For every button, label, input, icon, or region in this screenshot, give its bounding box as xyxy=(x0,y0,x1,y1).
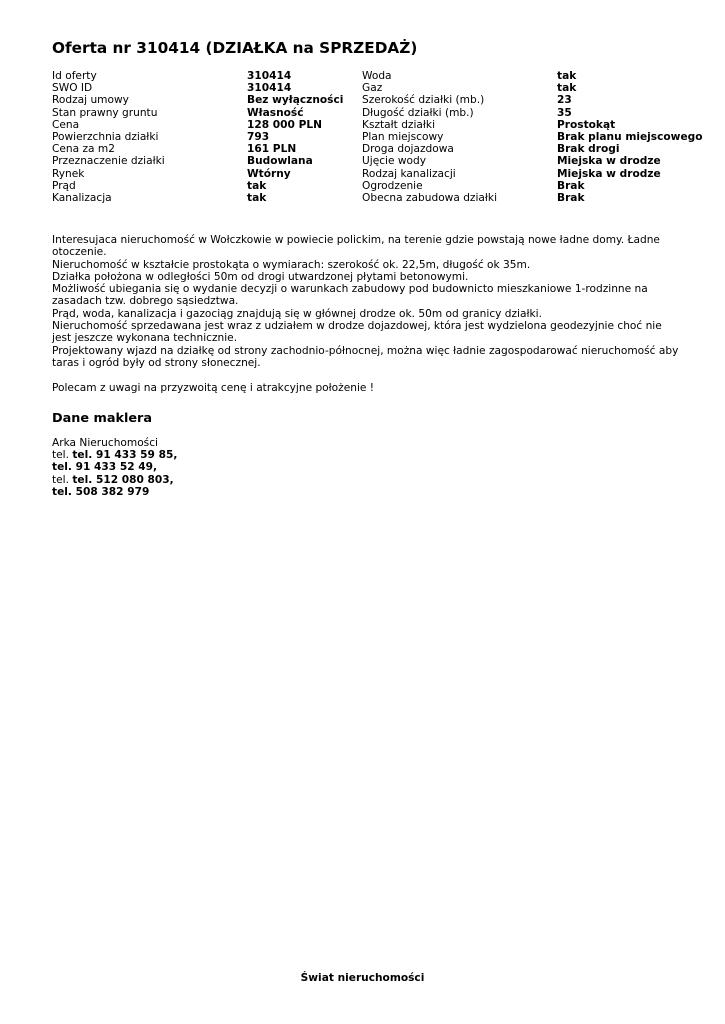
broker-heading: Dane maklera xyxy=(52,410,152,426)
property-value: Własność xyxy=(247,106,304,119)
broker-phone: tel. 512 080 803, xyxy=(72,473,174,486)
property-value: Brak xyxy=(557,179,585,192)
property-value: tak xyxy=(247,179,267,192)
property-label: Kształt działki xyxy=(362,118,436,131)
property-value: 23 xyxy=(557,94,572,107)
property-value: 310414 xyxy=(247,70,292,82)
description-line: Działka położona w odległości 50m od drogi utwardzonej płytami betonowymi. xyxy=(52,270,469,283)
property-value: Brak drogi xyxy=(557,143,620,156)
page-footer: Świat nieruchomości xyxy=(300,972,425,984)
property-label: Rodzaj umowy xyxy=(52,94,129,107)
property-value: Prostokąt xyxy=(557,118,616,131)
property-value: Brak xyxy=(557,191,585,204)
property-label: Kanalizacja xyxy=(52,191,112,204)
broker-phone: tel. 91 433 59 85, xyxy=(72,449,178,462)
property-value: Brak planu miejscowego xyxy=(557,130,703,143)
offer-page xyxy=(52,38,703,499)
property-label: Powierzchnia działki xyxy=(52,130,159,143)
property-label: Rynek xyxy=(52,167,85,180)
property-label: Długość działki (mb.) xyxy=(362,106,474,119)
property-label: Cena xyxy=(52,118,80,131)
property-value: Wtórny xyxy=(247,167,291,180)
property-table xyxy=(52,70,703,204)
property-value: tak xyxy=(247,191,267,204)
property-label: Id oferty xyxy=(52,70,97,82)
property-label: SWO ID xyxy=(52,82,93,95)
description-line: Prąd, woda, kanalizacja i gazociąg znajdują się w głównej drodze ok. 50m od granicy działki. xyxy=(52,307,542,320)
property-value: 161 PLN xyxy=(247,143,297,156)
left-values-column xyxy=(247,70,343,204)
description-line: Interesujaca nieruchomość w Wołczkowie w powiecie polickim, na terenie gdzie powstają nowe ładne domy. Ładne otoczenie. xyxy=(52,234,660,259)
right-values-column xyxy=(557,70,703,204)
property-label: Szerokość działki (mb.) xyxy=(362,94,485,107)
tel-prefix: tel. xyxy=(52,473,69,486)
property-value: 128 000 PLN xyxy=(247,118,322,131)
property-label: Przeznaczenie działki xyxy=(52,155,165,168)
property-label: Rodzaj kanalizacji xyxy=(362,167,456,180)
property-label: Stan prawny gruntu xyxy=(52,106,158,119)
property-label: Gaz xyxy=(362,82,383,95)
property-value: tak xyxy=(557,82,577,95)
closing-line: Polecam z uwagi na przyzwoitą cenę i atrakcyjne położenie ! xyxy=(52,381,375,394)
description-line: Projektowany wjazd na działkę od strony zachodnio-północnej, można więc ładnie zagospodarować nieruchomość aby taras i ogród były od strony słonecznej. xyxy=(52,344,679,369)
description-line: Nieruchomość sprzedawana jest wraz z udziałem w drodze dojazdowej, która jest wydzielona geodezyjnie choć nie jest jeszcze wykonana technicznie. xyxy=(52,320,662,345)
broker-phone: tel. 91 433 52 49, xyxy=(52,461,158,474)
property-label: Plan miejscowy xyxy=(362,130,444,143)
property-label: Cena za m2 xyxy=(52,143,115,156)
offer-title: Oferta nr 310414 (DZIAŁKA na SPRZEDAŻ) xyxy=(52,39,418,57)
broker-name: Arka Nieruchomości xyxy=(52,436,158,449)
left-labels-column xyxy=(52,70,165,204)
property-value: tak xyxy=(557,70,577,82)
property-label: Woda xyxy=(362,70,392,82)
tel-prefix: tel. xyxy=(52,449,69,462)
broker-details xyxy=(52,437,692,498)
description-line: Możliwość ubiegania się o wydanie decyzji o warunkach zabudowy pod budownicto mieszkaniowe 1-rodzinne na zasadach tzw. dobrego sąsiedztwa. xyxy=(52,283,648,308)
property-value: Budowlana xyxy=(247,155,313,168)
property-value: Bez wyłączności xyxy=(247,94,344,107)
property-label: Droga dojazdowa xyxy=(362,143,454,156)
property-label: Obecna zabudowa działki xyxy=(362,191,498,204)
property-value: Miejska w drodze xyxy=(557,155,661,168)
property-label: Ujęcie wody xyxy=(362,155,427,168)
offer-description xyxy=(52,234,680,394)
description-line: Nieruchomość w kształcie prostokąta o wymiarach: szerokość ok. 22,5m, długość ok 35m. xyxy=(52,258,531,271)
property-value: 793 xyxy=(247,130,270,143)
right-labels-column xyxy=(362,70,497,204)
property-value: 35 xyxy=(557,106,572,119)
broker-phone: tel. 508 382 979 xyxy=(52,486,150,499)
property-value: Miejska w drodze xyxy=(557,167,661,180)
property-value: 310414 xyxy=(247,82,292,95)
property-label: Ogrodzenie xyxy=(362,179,423,192)
property-label: Prąd xyxy=(52,179,76,192)
